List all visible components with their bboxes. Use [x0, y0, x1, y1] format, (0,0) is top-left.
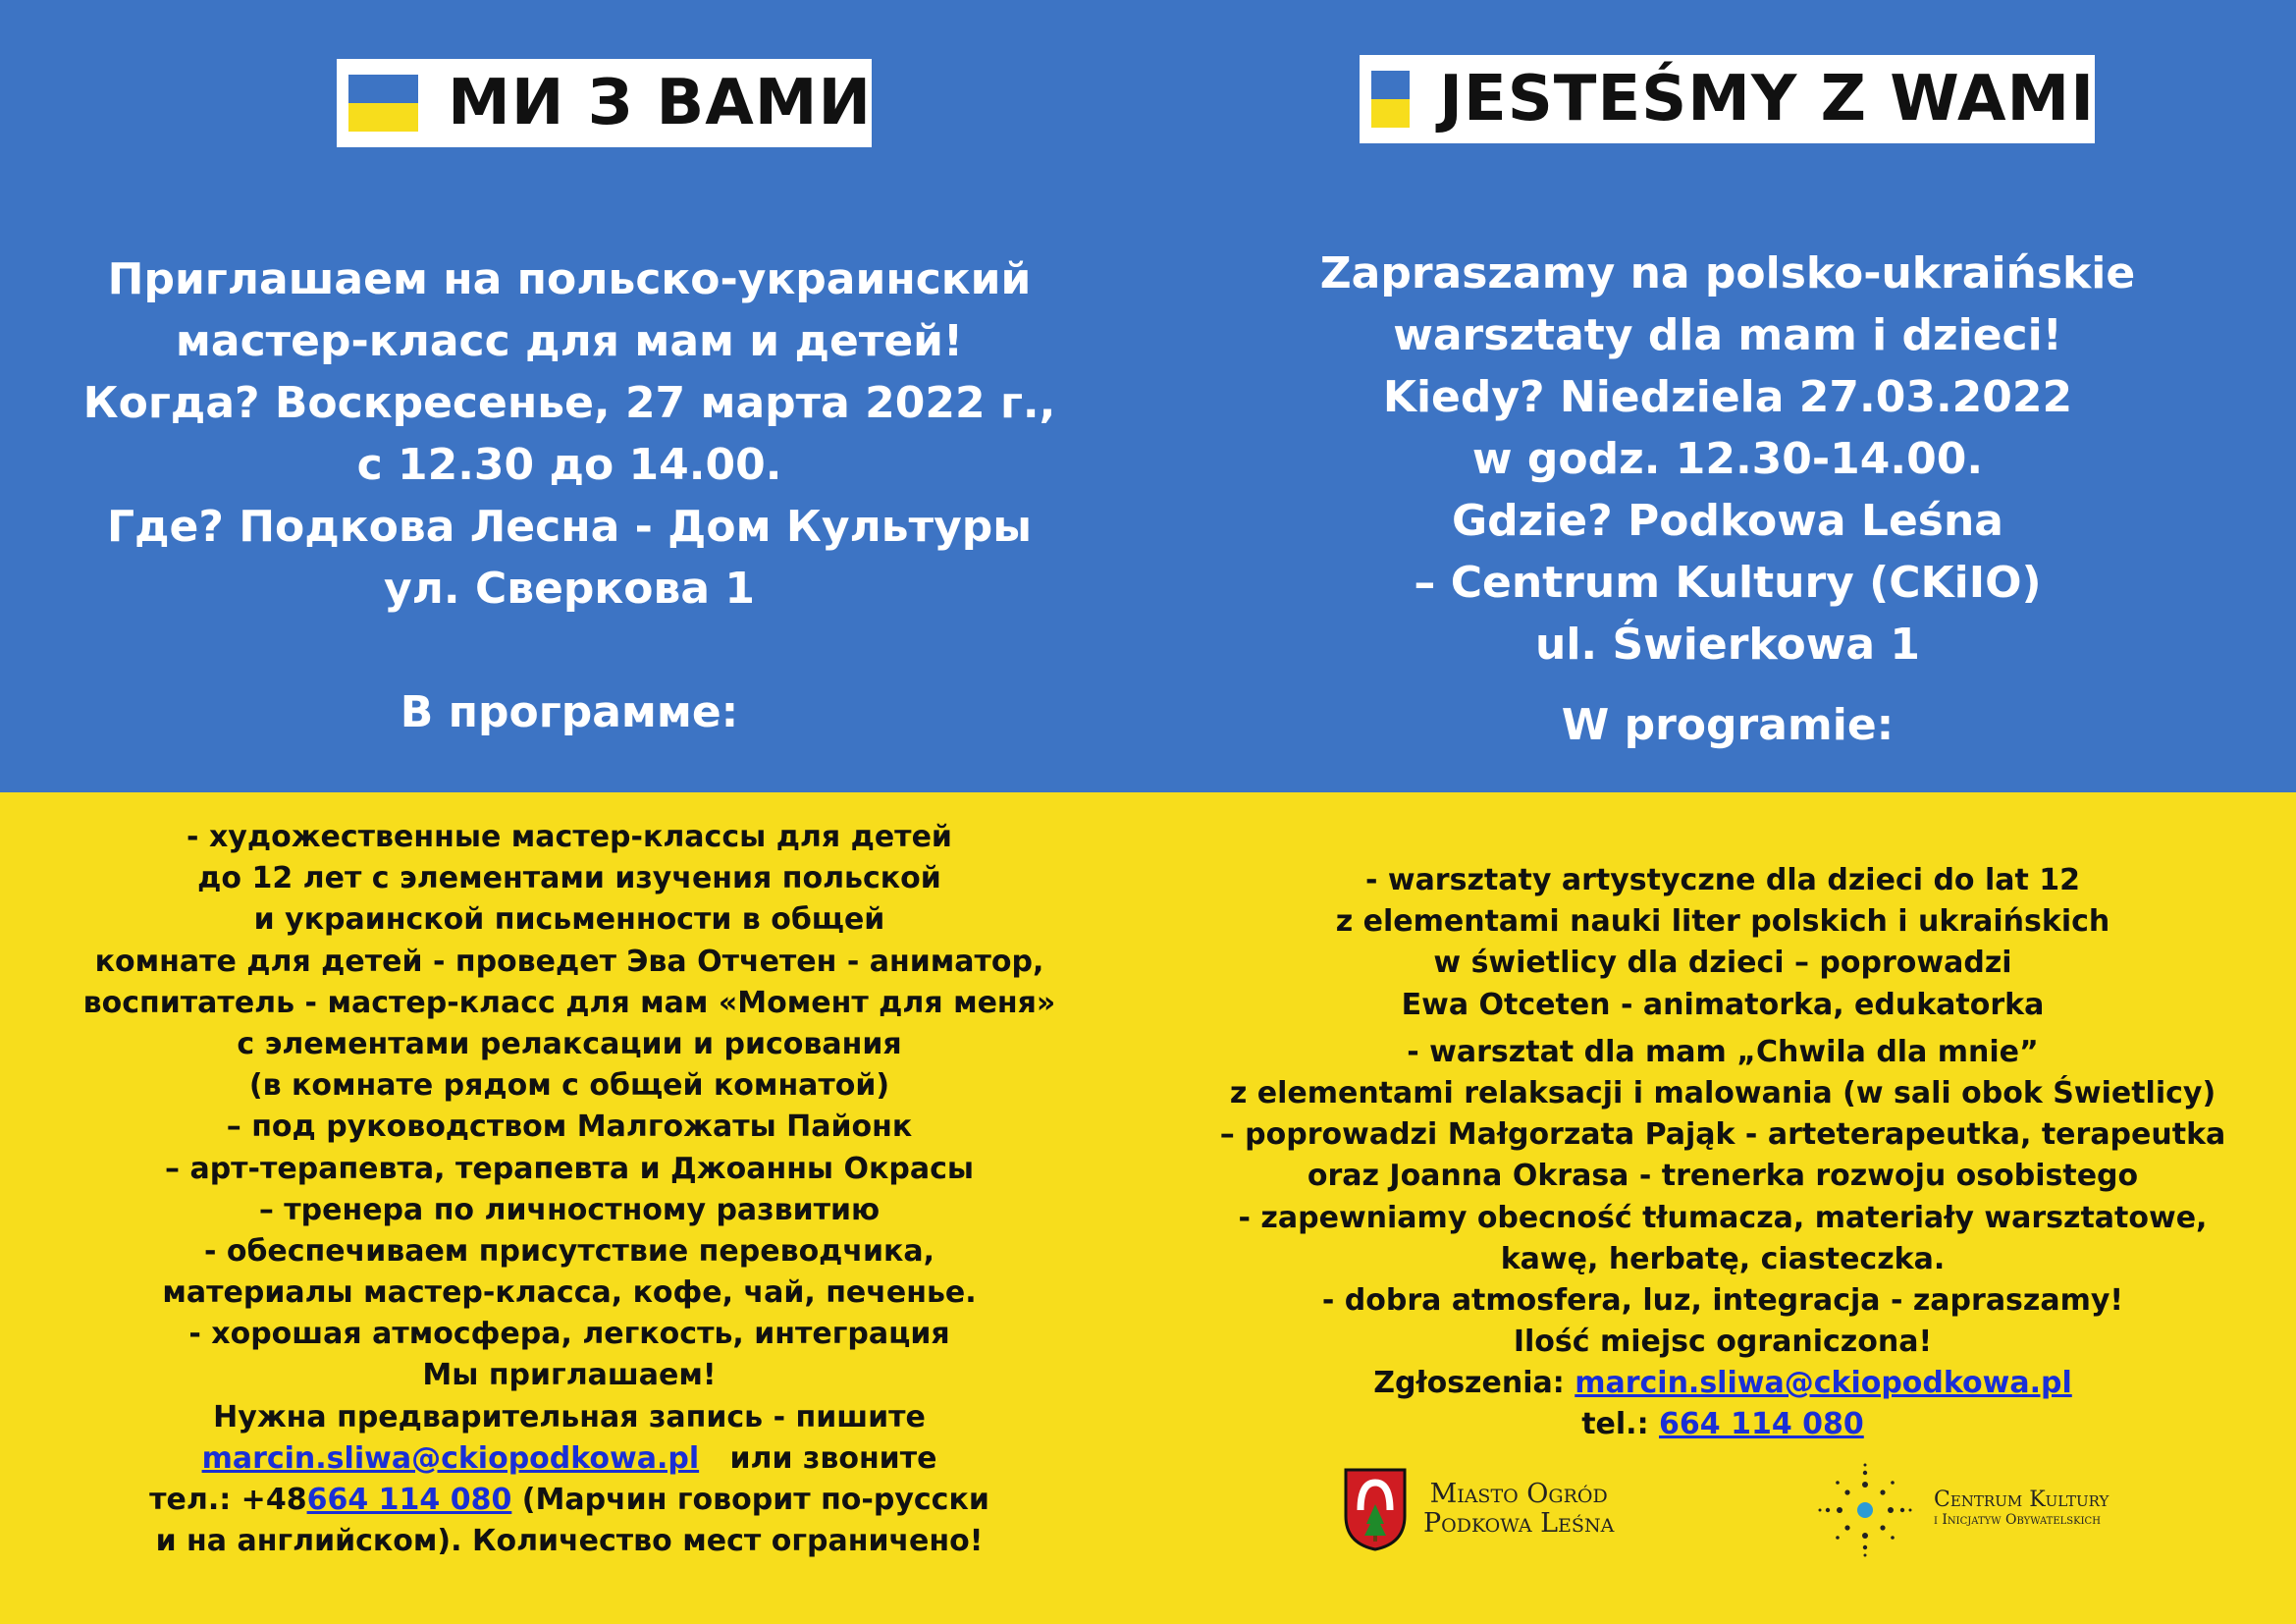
intro-line: – Centrum Kultury (CKiIO)	[1414, 558, 2042, 608]
ck-logo-text	[1934, 1490, 2109, 1530]
body-line: – тренера по личностному развитию	[258, 1192, 881, 1227]
header-right-text: JESTEŚMY Z WAMI	[1439, 63, 2095, 135]
phone-link[interactable]: 664 114 080	[306, 1483, 512, 1517]
intro-line: warsztaty dla mam i dzieci!	[1393, 310, 2062, 360]
signup-label: Zgłoszenia:	[1373, 1366, 1575, 1401]
intro-line: Gdzie? Podkowa Leśna	[1451, 496, 2003, 546]
intro-line: Zapraszamy na polsko-ukraińskie	[1319, 248, 2136, 298]
intro-left	[29, 248, 1109, 620]
header-right	[1360, 55, 2095, 143]
body-line: - zapewniamy obecność tłumacza, materiały warsztatowe,	[1238, 1200, 2208, 1235]
ck-logo-line1: Centrum Kultury	[1934, 1488, 2109, 1512]
body-line: до 12 лет с элементами изучения польской	[197, 861, 941, 896]
body-line: z elementami relaksacji i malowania (w sali obok Świetlicy)	[1229, 1075, 2216, 1110]
body-line: (в комнате рядом с общей комнатой)	[248, 1068, 890, 1104]
body-line: oraz Joanna Okrasa - trenerka rozwoju osobistego	[1307, 1159, 2139, 1194]
body-line: - обеспечиваем присутствие переводчика,	[203, 1233, 935, 1269]
ck-star-logo-icon	[1818, 1463, 1912, 1557]
body-line: - warsztaty artystyczne dla dzieci do lat 12	[1364, 863, 2081, 897]
body-line: Мы приглашаем!	[422, 1358, 717, 1393]
program-heading-left: В программе:	[400, 687, 739, 737]
body-line: z elementami nauki liter polskich i ukraińskich	[1335, 904, 2110, 940]
phone-line	[1148, 1404, 2296, 1445]
ukraine-flag-icon	[348, 75, 418, 132]
phone-prefix: тел.: +48	[149, 1483, 307, 1517]
body-line: Нужна предварительная запись - пишите	[213, 1399, 926, 1435]
intro-right	[1188, 243, 2268, 676]
body-line: – под руководством Малгожаты Пайонк	[226, 1110, 913, 1145]
body-line: и на английском). Количество мест ограничено!	[155, 1524, 984, 1559]
ukraine-flag-icon	[1371, 71, 1410, 128]
city-logo-line1: Miasto Ogród	[1429, 1479, 1608, 1509]
body-line: – poprowadzi Małgorzata Pająk - arteterapeutka, terapeutka	[1219, 1117, 2226, 1153]
city-coat-of-arms-icon	[1343, 1467, 1408, 1551]
body-line: w świetlicy dla dzieci – poprowadzi	[1433, 946, 2012, 981]
body-line: Ilość miejsc ograniczona!	[1513, 1325, 1933, 1360]
city-logo-text	[1423, 1480, 1614, 1539]
intro-line: мастер-класс для мам и детей!	[175, 316, 964, 366]
program-body-left	[29, 817, 1109, 1562]
intro-line: Где? Подкова Лесна - Дом Культуры	[106, 502, 1033, 552]
intro-line: Kiedy? Niedziela 27.03.2022	[1382, 372, 2073, 422]
program-body-right	[1148, 860, 2296, 1446]
email-suffix: или звоните	[729, 1440, 937, 1476]
intro-line: ul. Świerkowa 1	[1535, 620, 1920, 670]
body-line: – арт-терапевта, терапевта и Джоанны Окрасы	[165, 1151, 974, 1186]
contact-phone-line	[29, 1480, 1109, 1521]
body-line: - хорошая атмосфера, легкость, интеграция	[188, 1317, 950, 1352]
intro-line: Когда? Воскресенье, 27 марта 2022 г.,	[82, 378, 1056, 428]
body-line: - warsztat dla mam „Chwila dla mnie”	[1407, 1034, 2039, 1069]
ck-logo-line2: i Inicjatyw Obywatelskich	[1934, 1512, 2101, 1528]
city-logo	[1343, 1467, 1614, 1551]
body-line: - dobra atmosfera, luz, integracja - zapraszamy!	[1321, 1282, 2124, 1318]
email-link[interactable]: marcin.sliwa@ckiopodkowa.pl	[1575, 1366, 2072, 1401]
city-logo-line2: Podkowa Leśna	[1423, 1508, 1615, 1539]
body-line: материалы мастер-класса, кофе, чай, печенье.	[162, 1275, 977, 1311]
phone-label: tel.:	[1581, 1407, 1660, 1442]
header-left	[337, 59, 872, 147]
body-line: с элементами релаксации и рисования	[237, 1026, 902, 1061]
contact-email-line	[29, 1438, 1109, 1480]
body-line: Ewa Otceten - animatorka, edukatorka	[1401, 987, 2045, 1022]
intro-line: с 12.30 до 14.00.	[356, 440, 782, 490]
body-line: - художественные мастер-классы для детей	[187, 820, 952, 854]
email-link[interactable]: marcin.sliwa@ckiopodkowa.pl	[201, 1440, 700, 1476]
signup-line	[1148, 1363, 2296, 1404]
phone-suffix: (Марчин говорит по-русски	[511, 1483, 989, 1517]
header-left-text: МИ З ВАМИ	[448, 67, 872, 139]
body-line: комнате для детей - проведет Эва Отчетен - аниматор,	[94, 944, 1044, 979]
phone-link[interactable]: 664 114 080	[1659, 1407, 1864, 1442]
body-line: kawę, herbatę, ciasteczka.	[1500, 1241, 1946, 1276]
ck-logo	[1818, 1463, 2109, 1557]
intro-line: ул. Сверкова 1	[384, 564, 755, 614]
body-line: воспитатель - мастер-класс для мам «Момент для меня»	[82, 985, 1056, 1020]
intro-line: w godz. 12.30-14.00.	[1471, 434, 1984, 484]
program-heading-right: W programie:	[1561, 700, 1895, 750]
body-line: и украинской письменности в общей	[253, 902, 885, 938]
intro-line: Приглашаем на польско-украинский	[107, 254, 1032, 304]
